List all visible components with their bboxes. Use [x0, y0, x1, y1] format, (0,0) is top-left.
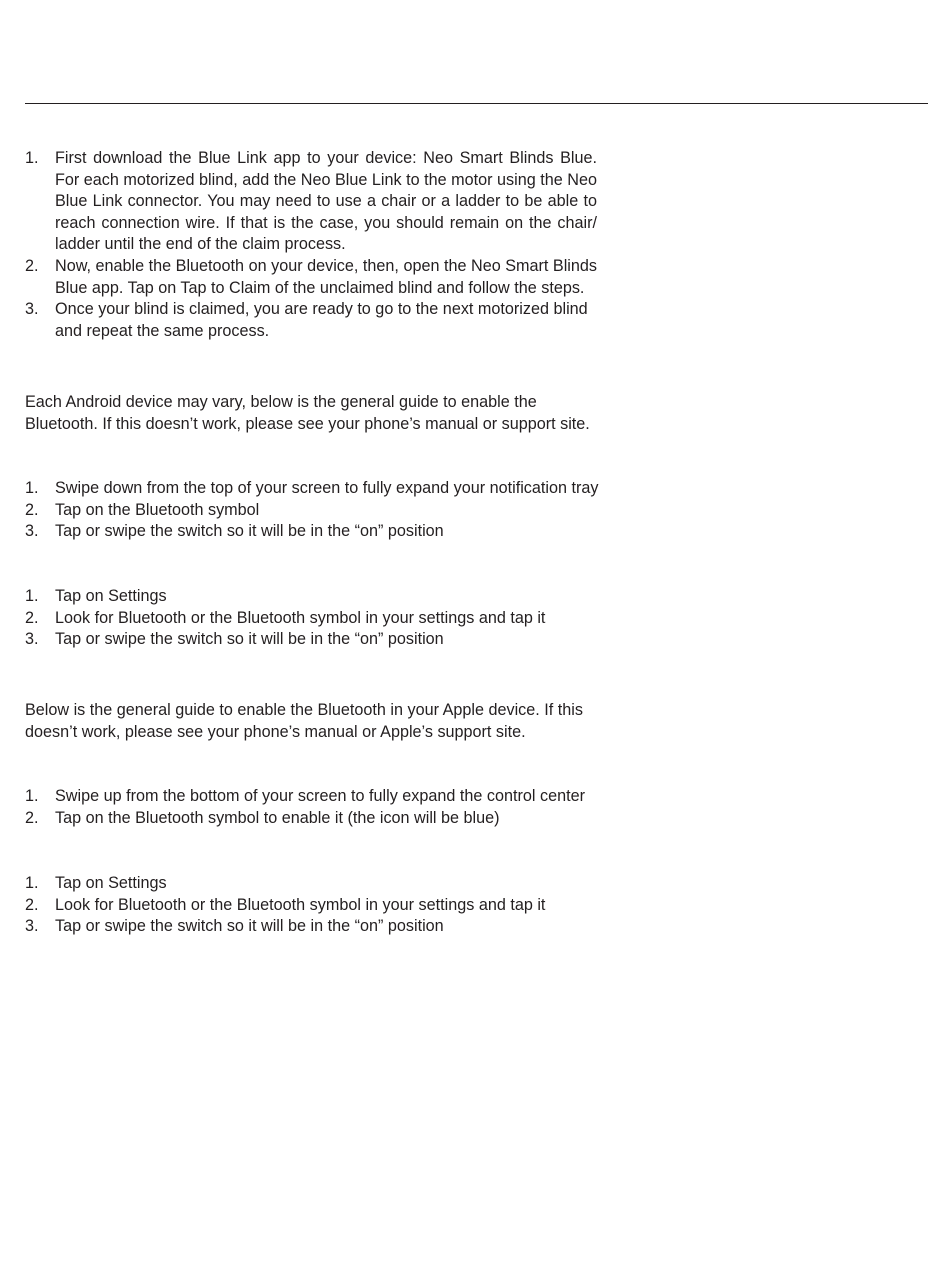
step-number: 2.	[25, 608, 39, 627]
list-item	[25, 148, 597, 256]
step-number: 1.	[25, 587, 39, 605]
step-text: Swipe up from the bottom of your screen to fully expand the control center	[55, 787, 585, 805]
step-number: 2.	[25, 808, 39, 827]
blue-link-steps	[25, 148, 597, 342]
step-text: For each motorized blind, add the Neo Blue Link to the motor using the Neo Blue Link connector. You may need to use a chair or a ladder to be able to reach connection wire. If that is the case, you should remain on the chair/ ladder until the end of the claim process.	[55, 170, 597, 254]
apple-method-a	[25, 786, 615, 829]
step-number: 3.	[25, 522, 39, 541]
step-number: 1.	[25, 874, 39, 892]
list-item	[25, 916, 597, 938]
step-number: 3.	[25, 630, 39, 649]
list-item	[25, 521, 615, 543]
list-item	[25, 478, 615, 500]
list-item	[25, 256, 597, 299]
step-text: Swipe down from the top of your screen to fully expand your notification tray	[55, 479, 599, 497]
android-method-a	[25, 478, 615, 543]
list-item	[25, 629, 597, 651]
intro-paragraph: Each Android device may vary, below is the general guide to enable the Bluetooth. If this doesn’t work, please see your phone’s manual or support site.	[25, 393, 590, 433]
header-rule	[25, 103, 928, 104]
step-number: 1.	[25, 149, 39, 167]
list-item	[25, 500, 615, 522]
step-text: Tap or swipe the switch so it will be in the “on” position	[55, 522, 444, 541]
list-item	[25, 608, 597, 630]
list-item	[25, 895, 597, 917]
step-number: 3.	[25, 300, 39, 319]
step-text: Look for Bluetooth or the Bluetooth symbol in your settings and tap it	[55, 608, 546, 627]
step-text: Tap on the Bluetooth symbol	[55, 500, 260, 519]
list-item	[25, 873, 597, 895]
list-item	[25, 586, 597, 608]
step-text: Tap or swipe the switch so it will be in the “on” position	[55, 630, 444, 649]
step-number: 1.	[25, 787, 39, 805]
step-number: 1.	[25, 479, 39, 497]
step-number: 2.	[25, 500, 39, 519]
intro-paragraph: Below is the general guide to enable the Bluetooth in your Apple device. If this doesn’t work, please see your phone’s manual or Apple’s support site.	[25, 701, 583, 741]
step-text: Once your blind is claimed, you are ready to go to the next motorized blind and repeat the same process.	[55, 300, 588, 340]
step-number: 2.	[25, 256, 39, 275]
list-item	[25, 786, 615, 808]
step-text: Tap on Settings	[55, 874, 167, 892]
list-item	[25, 808, 615, 830]
step-text: Look for Bluetooth or the Bluetooth symbol in your settings and tap it	[55, 895, 546, 914]
step-number: 3.	[25, 917, 39, 936]
step-text: Now, enable the Bluetooth on your device, then, open the Neo Smart Blinds Blue app. Tap on Tap to Claim of the unclaimed blind and follow the steps.	[55, 256, 597, 297]
android-intro	[25, 392, 600, 435]
apple-method-b	[25, 873, 597, 938]
android-method-b	[25, 586, 597, 651]
step-text: Tap on the Bluetooth symbol to enable it (the icon will be blue)	[55, 808, 500, 827]
apple-intro	[25, 700, 590, 743]
step-text: Tap on Settings	[55, 587, 167, 605]
step-text-first-line: First download the Blue Link app to your device: Neo Smart Blinds Blue.	[55, 149, 597, 167]
step-text: Tap or swipe the switch so it will be in the “on” position	[55, 917, 444, 936]
step-number: 2.	[25, 895, 39, 914]
list-item	[25, 299, 597, 342]
